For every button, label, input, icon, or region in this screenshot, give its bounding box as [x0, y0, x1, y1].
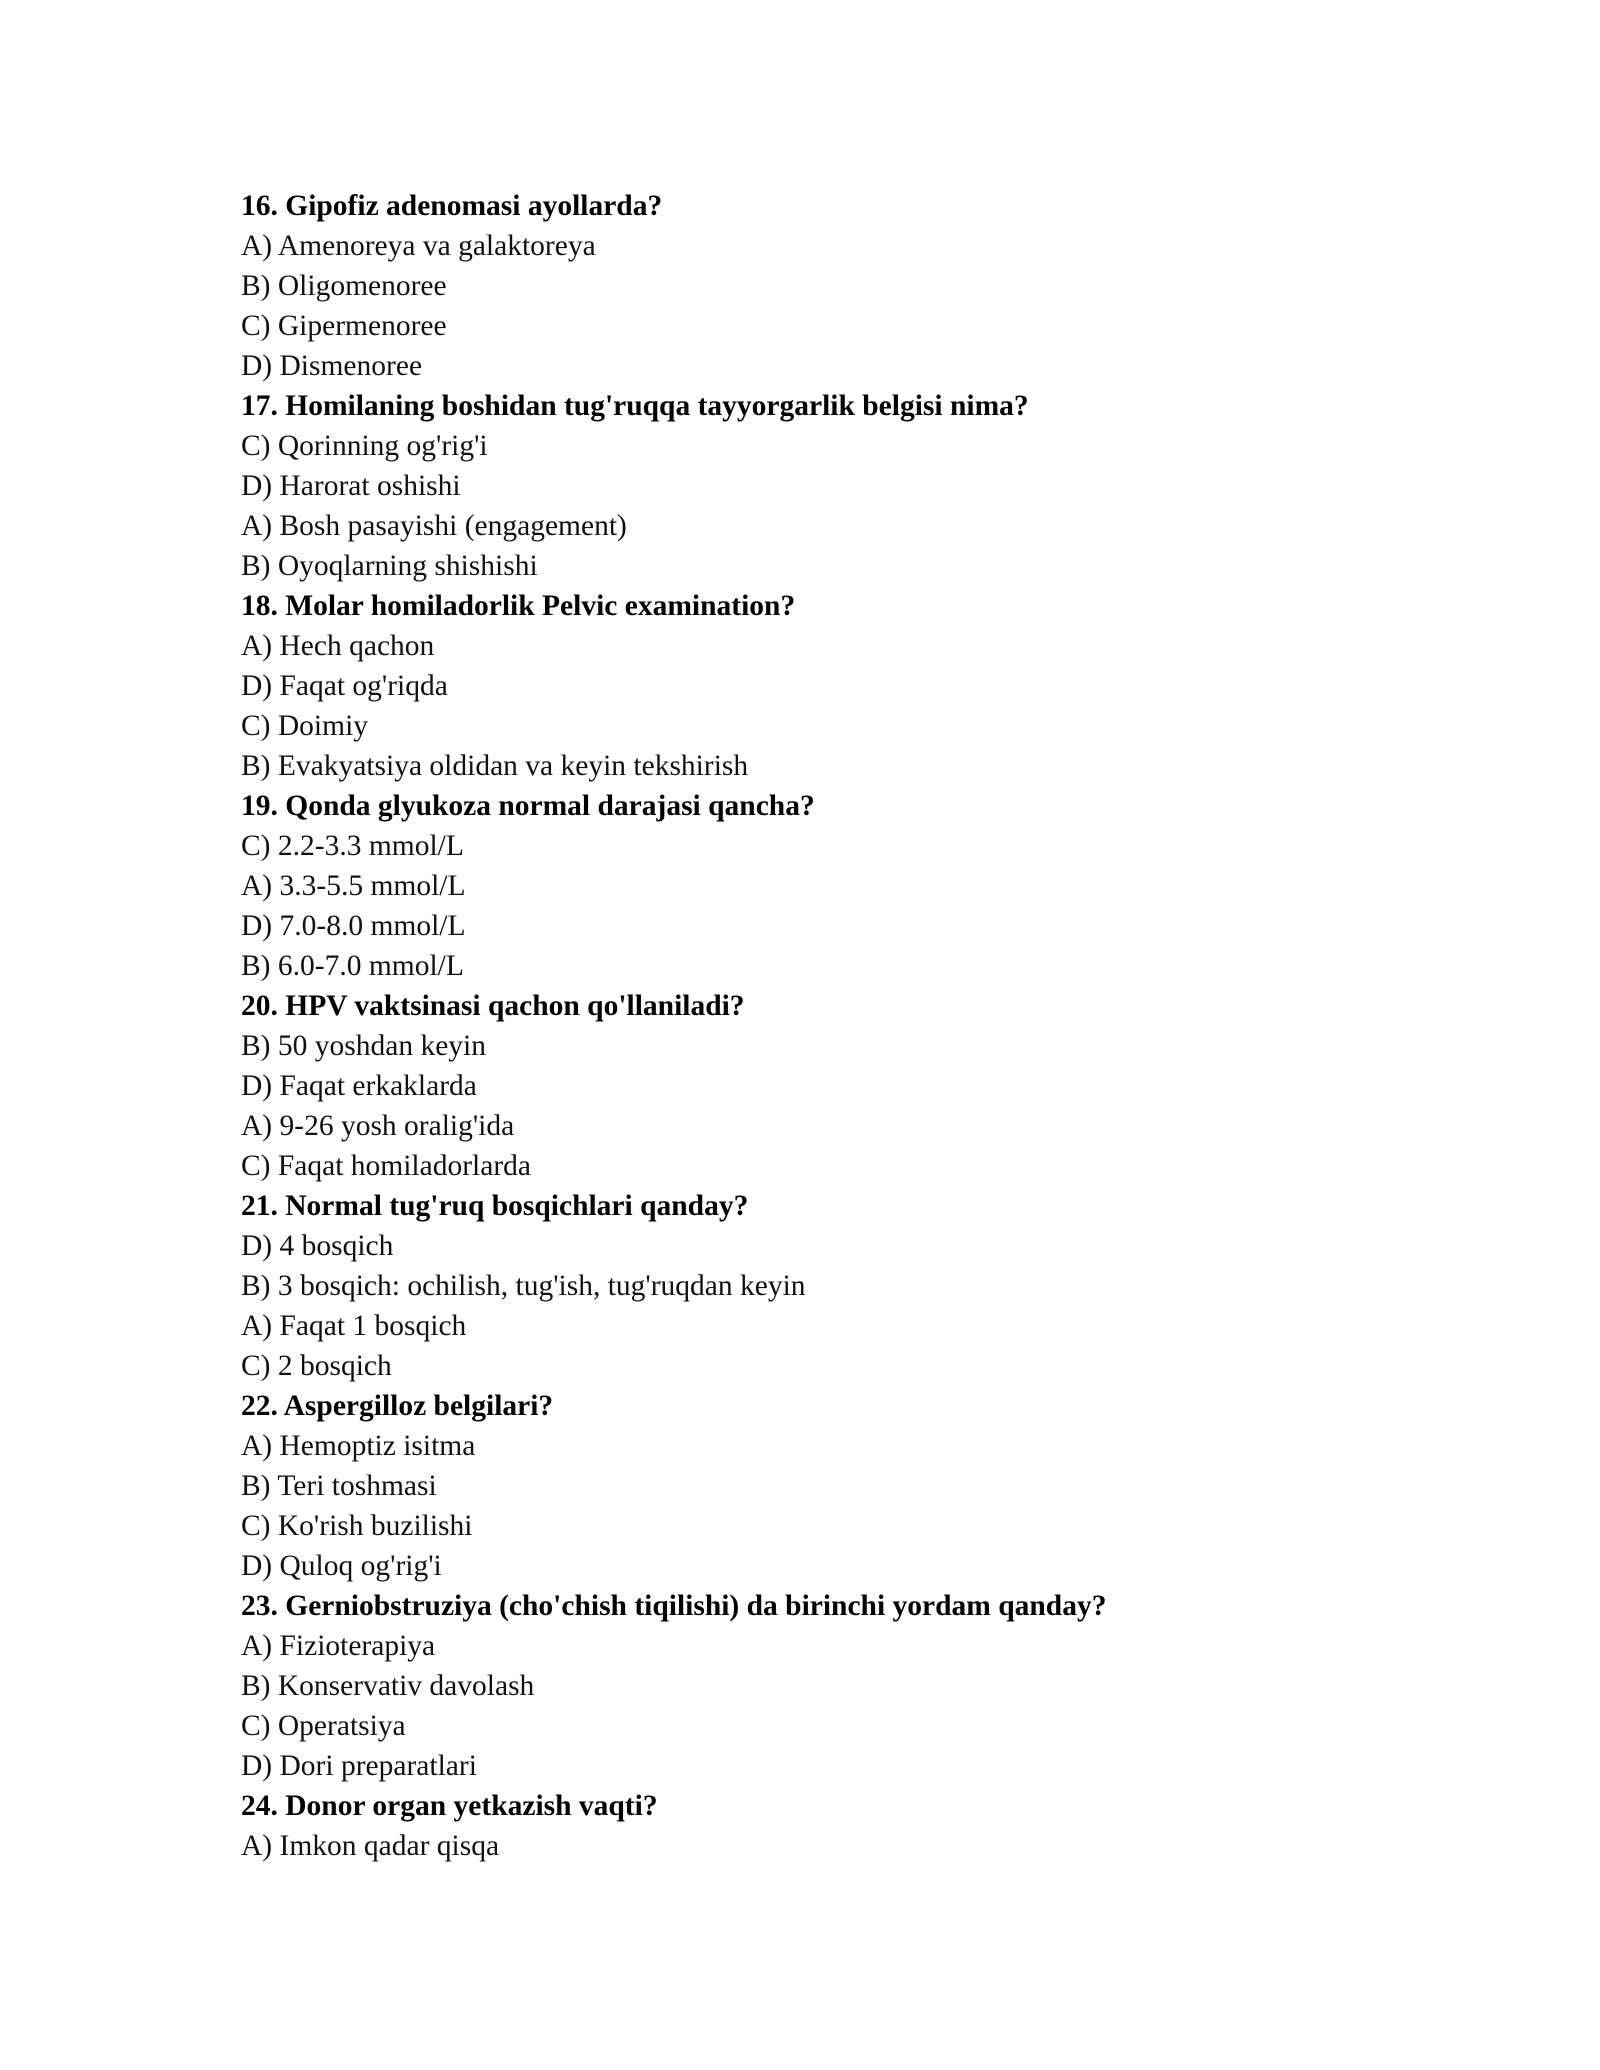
answer-option: D) Quloq og'rig'i [241, 1550, 442, 1582]
answer-option: B) Oligomenoree [241, 270, 447, 302]
answer-option: B) Konservativ davolash [241, 1670, 535, 1702]
question-title: 20. HPV vaktsinasi qachon qo'llaniladi? [241, 990, 745, 1022]
answer-option: C) Ko'rish buzilishi [241, 1510, 473, 1542]
answer-option: A) Hemoptiz isitma [241, 1430, 476, 1462]
question-title: 16. Gipofiz adenomasi ayollarda? [241, 190, 663, 222]
question-title: 24. Donor organ yetkazish vaqti? [241, 1790, 658, 1822]
question-title: 19. Qonda glyukoza normal darajasi qancha? [241, 790, 815, 822]
answer-option: A) Hech qachon [241, 630, 435, 662]
question-block-17 [241, 386, 1441, 586]
question-title: 23. Gerniobstruziya (cho'chish tiqilishi) da birinchi yordam qanday? [241, 1590, 1107, 1622]
answer-option: D) Harorat oshishi [241, 470, 461, 502]
answer-option: A) Bosh pasayishi (engagement) [241, 510, 627, 542]
answer-option: D) 7.0-8.0 mmol/L [241, 910, 466, 942]
question-title: 22. Aspergilloz belgilari? [241, 1390, 554, 1422]
answer-option: B) 3 bosqich: ochilish, tug'ish, tug'ruqdan keyin [241, 1270, 806, 1302]
question-list [241, 186, 1441, 1866]
answer-option: B) 50 yoshdan keyin [241, 1030, 486, 1062]
answer-option: C) 2 bosqich [241, 1350, 392, 1382]
answer-option: C) Operatsiya [241, 1710, 406, 1742]
answer-option: A) Imkon qadar qisqa [241, 1830, 500, 1862]
answer-option: C) Doimiy [241, 710, 369, 742]
answer-option: A) Fizioterapiya [241, 1630, 436, 1662]
question-block-19 [241, 786, 1441, 986]
answer-option: C) Qorinning og'rig'i [241, 430, 488, 462]
question-block-20 [241, 986, 1441, 1186]
answer-option: B) Teri toshmasi [241, 1470, 437, 1502]
question-block-24 [241, 1786, 1441, 1866]
answer-option: C) Faqat homiladorlarda [241, 1150, 532, 1182]
answer-option: B) 6.0-7.0 mmol/L [241, 950, 464, 982]
question-block-22 [241, 1386, 1441, 1586]
question-block-16 [241, 186, 1441, 386]
answer-option: C) Gipermenoree [241, 310, 447, 342]
answer-option: D) 4 bosqich [241, 1230, 394, 1262]
answer-option: B) Evakyatsiya oldidan va keyin tekshirish [241, 750, 749, 782]
question-title: 17. Homilaning boshidan tug'ruqqa tayyorgarlik belgisi nima? [241, 390, 1029, 422]
answer-option: D) Faqat erkaklarda [241, 1070, 477, 1102]
answer-option: A) Amenoreya va galaktoreya [241, 230, 596, 262]
question-block-21 [241, 1186, 1441, 1386]
answer-option: C) 2.2-3.3 mmol/L [241, 830, 464, 862]
answer-option: A) 9-26 yosh oralig'ida [241, 1110, 515, 1142]
answer-option: A) 3.3-5.5 mmol/L [241, 870, 466, 902]
question-block-18 [241, 586, 1441, 786]
question-block-23 [241, 1586, 1441, 1786]
answer-option: A) Faqat 1 bosqich [241, 1310, 467, 1342]
answer-option: D) Faqat og'riqda [241, 670, 448, 702]
answer-option: D) Dori preparatlari [241, 1750, 477, 1782]
question-title: 21. Normal tug'ruq bosqichlari qanday? [241, 1190, 749, 1222]
answer-option: D) Dismenoree [241, 350, 423, 382]
question-title: 18. Molar homiladorlik Pelvic examination? [241, 590, 796, 622]
answer-option: B) Oyoqlarning shishishi [241, 550, 538, 582]
